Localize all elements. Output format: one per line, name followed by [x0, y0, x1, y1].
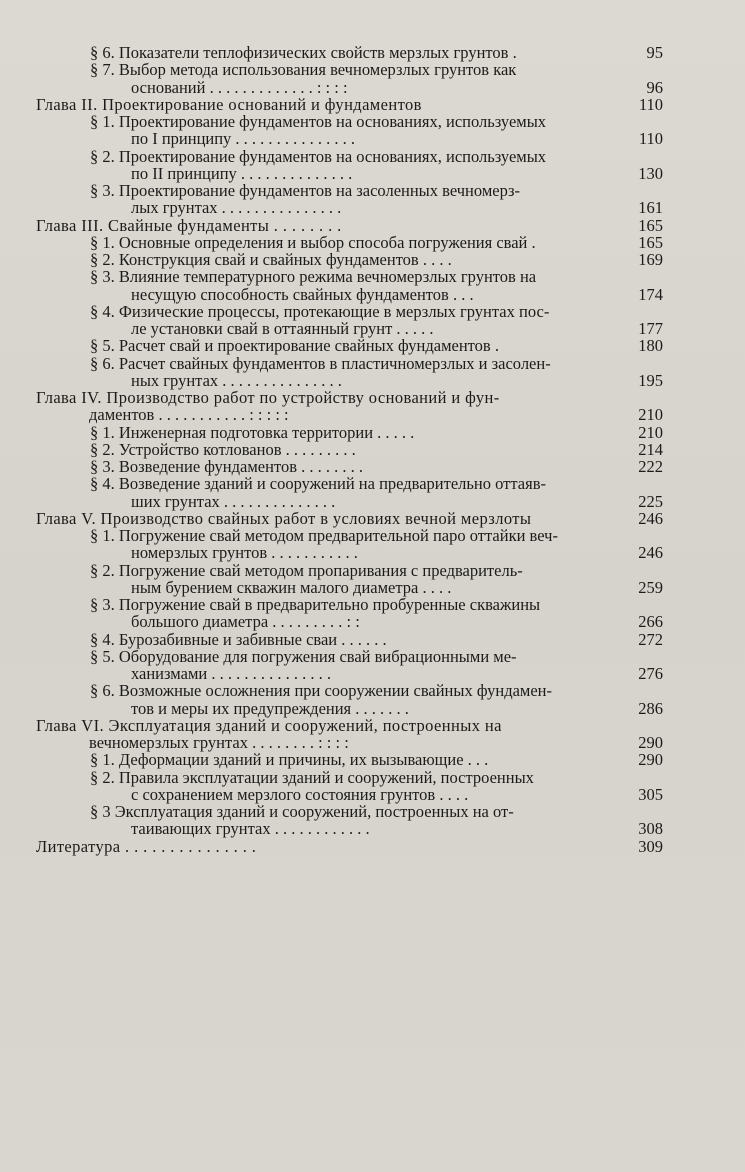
toc-page-number: 309: [638, 836, 663, 856]
toc-entry-text: § 6. Возможные осложнения при сооружении свайных фундамен-: [90, 681, 552, 701]
toc-entry-text: тов и меры их предупреждения . . . . . . .: [131, 698, 409, 718]
toc-page-number: 195: [638, 370, 663, 390]
toc-page-number: 95: [646, 43, 663, 62]
toc-entry-text: § 1. Основные определения и выбор способа погружения свай .: [90, 232, 536, 252]
toc-entry-text: § 2. Проектирование фундаментов на основаниях, используемых: [90, 146, 547, 166]
toc-page-number: 165: [638, 215, 663, 235]
toc-entry-text: § 2. Устройство котлованов . . . . . . . . .: [90, 439, 356, 459]
toc-page-number: 222: [638, 457, 663, 476]
toc-page-number: 210: [638, 405, 663, 425]
toc-entry-text: § 6. Расчет свайных фундаментов в пластичномерзлых и засолен-: [90, 353, 551, 373]
toc-entry-line: [0, 493, 745, 511]
toc-entry-text: таивающих грунтах . . . . . . . . . . . .: [131, 819, 370, 839]
toc-entry-text: Глава V. Производство свайных работ в условиях вечной мерзлоты: [36, 508, 532, 528]
toc-entry-line: [0, 596, 745, 614]
toc-entry-line: [0, 769, 745, 787]
toc-page-number: 180: [638, 336, 663, 356]
toc-entry-text: по I принципу . . . . . . . . . . . . . . .: [131, 129, 356, 149]
toc-page-number: 259: [638, 577, 663, 597]
toc-entry-line: [0, 199, 745, 217]
toc-chapter-line: [0, 838, 745, 856]
toc-entry-line: [0, 337, 745, 355]
toc-entry-line: [0, 648, 745, 666]
toc-entry-line: [0, 682, 745, 700]
toc-page-number: 96: [646, 77, 663, 97]
toc-page-number: 174: [638, 284, 663, 304]
toc-entry-line: [0, 544, 745, 562]
toc-entry-line: [0, 700, 745, 718]
toc-entry-line: [0, 820, 745, 838]
toc-page-number: 177: [638, 319, 663, 338]
toc-entry-line: [0, 475, 745, 493]
toc-entry-text: § 5. Расчет свай и проектирование свайных фундаментов .: [90, 336, 499, 356]
toc-entry-text: § 4. Бурозабивные и забивные сваи . . . . . .: [90, 629, 387, 649]
toc-page-number: 130: [638, 163, 663, 183]
toc-page-number: 276: [638, 664, 663, 683]
toc-entry-text: § 2. Конструкция свай и свайных фундаментов . . . .: [90, 250, 452, 269]
toc-page-number: 110: [638, 129, 663, 149]
toc-entry-text: по II принципу . . . . . . . . . . . . . .: [131, 163, 353, 183]
toc-entry-text: номерзлых грунтов . . . . . . . . . . .: [131, 543, 358, 563]
toc-entry-text: § 3. Влияние температурного режима вечномерзлых грунтов на: [90, 267, 537, 287]
toc-page-number: 165: [638, 232, 663, 252]
toc-page-number: 161: [638, 198, 663, 218]
toc-entry-text: несущую способность свайных фундаментов . . .: [131, 284, 474, 304]
toc-entry-text: § 7. Выбор метода использования вечномерзлых грунтов как: [90, 60, 517, 80]
toc-entry-text: § 1. Деформации зданий и причины, их вызывающие . . .: [90, 750, 489, 770]
toc-entry-text: § 6. Показатели теплофизических свойств мерзлых грунтов .: [90, 43, 517, 62]
toc-entry-text: § 1. Проектирование фундаментов на основаниях, используемых: [90, 112, 547, 131]
toc-entry-text: Глава IV. Производство работ по устройству оснований и фун-: [36, 388, 500, 407]
toc-entry-line: [0, 527, 745, 545]
toc-entry-line: [0, 803, 745, 821]
toc-entry-text: Глава III. Свайные фундаменты . . . . . . . .: [36, 215, 342, 235]
toc-entry-text: § 1. Погружение свай методом предварительной паро оттайки веч-: [90, 526, 558, 545]
toc-page-number: 110: [638, 94, 663, 114]
toc-entry-text: вечномерзлых грунтах . . . . . . . . : : : :: [89, 733, 349, 752]
toc-entry-text: Литература . . . . . . . . . . . . . . .: [36, 836, 257, 856]
toc-entry-text: § 1. Инженерная подготовка территории . . . . .: [90, 422, 415, 442]
toc-entry-text: ших грунтах . . . . . . . . . . . . . .: [131, 491, 336, 511]
toc-entry-text: даментов . . . . . . . . . . . : : : : :: [89, 405, 289, 425]
toc-entry-text: § 4. Возведение зданий и сооружений на предварительно оттаяв-: [90, 474, 546, 494]
toc-entry-line: [0, 113, 745, 131]
toc-entry-text: § 5. Оборудование для погружения свай вибрационными ме-: [90, 646, 517, 666]
toc-entry-line: [0, 355, 745, 373]
toc-entry-line: [0, 631, 745, 649]
toc-page-number: 246: [638, 543, 663, 563]
toc-entry-text: Глава VI. Эксплуатация зданий и сооружений, построенных на: [36, 715, 502, 735]
toc-entry-text: § 3. Погружение свай в предварительно пробуренные скважины: [90, 595, 541, 614]
toc-entry-line: [0, 286, 745, 304]
toc-entry-text: § 2. Правила эксплуатации зданий и сооружений, построенных: [90, 767, 534, 787]
toc-entry-text: § 3 Эксплуатация зданий и сооружений, построенных на от-: [90, 802, 514, 821]
toc-page-number: 305: [638, 784, 663, 804]
toc-entry-line: [0, 751, 745, 769]
toc-page-number: 290: [638, 750, 663, 770]
toc-entry-text: § 3. Возведение фундаментов . . . . . . . .: [90, 457, 363, 476]
toc-entry-text: лых грунтах . . . . . . . . . . . . . . .: [131, 198, 342, 218]
toc-page-number: 169: [638, 250, 663, 269]
toc-entry-line: [0, 424, 745, 442]
toc-entry-text: большого диаметра . . . . . . . . . : :: [131, 612, 360, 632]
toc-entry-text: § 4. Физические процессы, протекающие в мерзлых грунтах пос-: [90, 301, 550, 321]
toc-page-number: 214: [638, 439, 663, 459]
toc-entry-line: [0, 148, 745, 166]
toc-page-number: 308: [638, 819, 663, 839]
toc-entry-line: [0, 268, 745, 286]
toc-page-number: 210: [638, 422, 663, 442]
toc-entry-line: [0, 182, 745, 200]
toc-page-number: 266: [638, 612, 663, 632]
toc-page-number: 246: [638, 508, 663, 528]
toc-entry-line: [0, 406, 745, 424]
toc-entry-text: ных грунтах . . . . . . . . . . . . . . .: [131, 370, 342, 390]
toc-page-number: 290: [638, 733, 663, 752]
toc-entry-text: оснований . . . . . . . . . . . . . : : : :: [131, 77, 348, 97]
toc-entry-line: [0, 61, 745, 79]
toc-entry-text: § 3. Проектирование фундаментов на засоленных вечномерз-: [90, 181, 521, 200]
toc-entry-line: [0, 79, 745, 97]
toc-page-number: 225: [638, 491, 663, 511]
toc-entry-text: с сохранением мерзлого состояния грунтов . . . .: [131, 784, 469, 804]
toc-entry-line: [0, 130, 745, 148]
toc-page-number: 286: [638, 698, 663, 718]
toc-entry-text: § 2. Погружение свай методом пропаривания с предваритель-: [90, 560, 523, 580]
toc-page-number: 272: [638, 629, 663, 649]
toc-chapter-line: [0, 217, 745, 235]
toc-entry-text: Глава II. Проектирование оснований и фундаментов: [36, 94, 422, 114]
toc-entry-text: ханизмами . . . . . . . . . . . . . . .: [131, 664, 331, 683]
toc-entry-text: ле установки свай в оттаянный грунт . . . . .: [131, 319, 434, 338]
toc-entry-line: [0, 562, 745, 580]
toc-entry-text: ным бурением скважин малого диаметра . . . .: [131, 577, 452, 597]
toc-entry-line: [0, 613, 745, 631]
